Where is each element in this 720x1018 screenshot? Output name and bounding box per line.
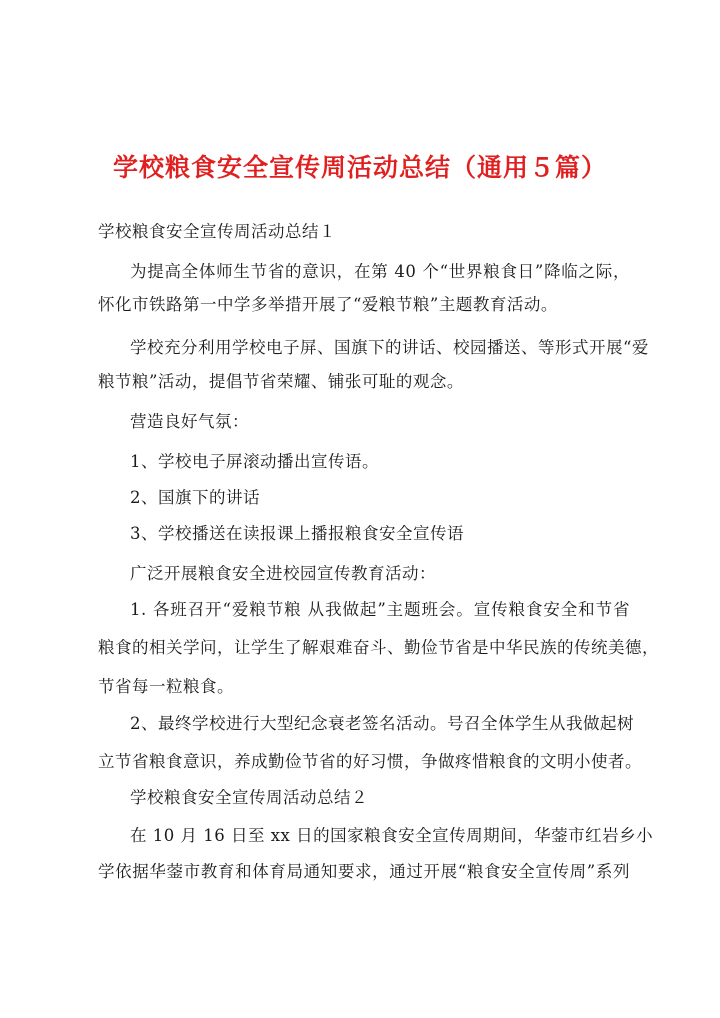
list-item: 2、国旗下的讲话 xyxy=(130,488,260,507)
paragraph-line: 在 10 月 16 日至 xx 日的国家粮食安全宣传周期间，华蓥市红岩乡小 xyxy=(130,826,654,845)
paragraph-line: 粮食的相关学问，让学生了解艰难奋斗、勤俭节省是中华民族的传统美德， xyxy=(98,638,659,657)
paragraph-line: 2、最终学校进行大型纪念衰老签名活动。号召全体学生从我做起树 xyxy=(130,714,634,733)
section-heading-2: 学校粮食安全宣传周活动总结２ xyxy=(130,788,368,807)
paragraph-line: 节省每一粒粮食。 xyxy=(98,677,234,696)
paragraph-line: 立节省粮食意识，养成勤俭节省的好习惯，争做疼惜粮食的文明小使者。 xyxy=(98,752,642,771)
paragraph-line: 怀化市铁路第一中学多举措开展了“爱粮节粮”主题教育活动。 xyxy=(98,295,558,314)
list-item: 3、学校播送在读报课上播报粮食安全宣传语 xyxy=(130,524,464,543)
paragraph-line: 粮节粮”活动，提倡节省荣耀、铺张可耻的观念。 xyxy=(98,372,464,391)
list-item: 1、学校电子屏滚动播出宣传语。 xyxy=(130,452,379,471)
paragraph-line: 学校充分利用学校电子屏、国旗下的讲话、校园播送、等形式开展“爱 xyxy=(130,338,649,357)
document-title: 学校粮食安全宣传周活动总结（通用５篇） xyxy=(112,153,607,182)
paragraph-line: 学依据华蓥市教育和体育局通知要求，通过开展“粮食安全宣传周”系列 xyxy=(98,862,630,881)
paragraph-line: 营造良好气氛： xyxy=(130,412,249,431)
paragraph-line: 1. 各班召开“爱粮节粮 从我做起”主题班会。宣传粮食安全和节省 xyxy=(130,600,630,619)
paragraph-line: 广泛开展粮食安全进校园宣传教育活动： xyxy=(130,564,436,583)
section-heading-1: 学校粮食安全宣传周活动总结１ xyxy=(98,222,336,241)
paragraph-line: 为提高全体师生节省的意识，在第 40 个“世界粮食日”降临之际， xyxy=(130,262,630,281)
